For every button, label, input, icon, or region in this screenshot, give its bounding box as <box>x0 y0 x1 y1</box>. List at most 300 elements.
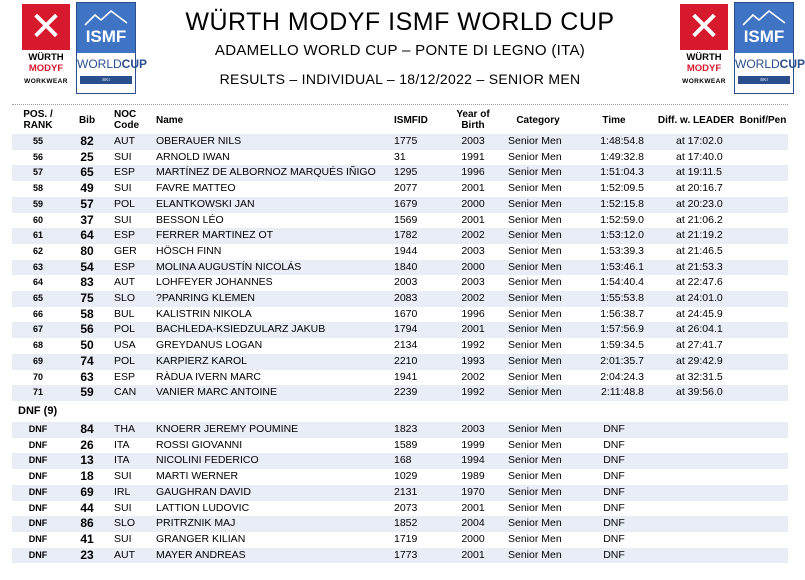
sponsor-logo-left <box>18 2 148 98</box>
diff-cell: at 21:46.5 <box>676 244 723 257</box>
year-of-birth-cell: 2001 <box>461 501 485 514</box>
athlete-name-cell: MARTÍNEZ DE ALBORNOZ MARQUÉS IÑIGO <box>152 165 390 181</box>
time-cell: 1:48:54.8 <box>574 134 654 150</box>
time-cell: 1:59:34.5 <box>600 339 644 352</box>
rank-cell: 67 <box>12 322 64 338</box>
year-of-birth-cell: 2002 <box>461 370 485 383</box>
diff-cell: at 17:02.0 <box>654 134 738 150</box>
noc-cell: SUI <box>114 213 132 226</box>
rank-cell: 62 <box>32 245 43 256</box>
col-noc-code: NOC Code <box>114 109 139 131</box>
bonif-cell <box>738 165 788 181</box>
ismfid-cell: 1944 <box>394 244 418 257</box>
ismf-text: ISMF <box>743 27 785 46</box>
bonif-cell <box>738 260 788 276</box>
noc-cell: SUI <box>114 150 132 163</box>
dnf-body <box>12 422 788 563</box>
dnf-status-cell: DNF <box>603 532 625 545</box>
result-row <box>12 291 788 307</box>
col-category: Category <box>516 114 560 126</box>
time-cell: 1:52:15.8 <box>574 197 654 213</box>
bonif-cell <box>738 501 788 517</box>
noc-cell: POL <box>110 197 152 213</box>
diff-cell <box>654 501 738 517</box>
time-cell: 1:51:04.3 <box>574 165 654 181</box>
ismfid-cell: 2003 <box>394 276 418 289</box>
year-of-birth-cell: 1992 <box>444 385 502 401</box>
category-cell: Senior Men <box>508 532 562 545</box>
rank-cell: 58 <box>32 183 43 194</box>
bib-cell: 37 <box>80 212 94 227</box>
bonif-cell <box>738 532 788 548</box>
dnf-rank-cell: DNF <box>28 502 48 513</box>
bib-cell: 57 <box>64 197 110 213</box>
result-row <box>12 275 788 291</box>
category-cell: Senior Men <box>502 385 574 401</box>
dnf-row <box>12 422 788 438</box>
diff-cell <box>654 532 738 548</box>
page-title: WÜRTH MODYF ISMF WORLD CUP <box>185 8 615 36</box>
world-cup-text: WORLDCUP <box>735 57 805 71</box>
category-cell: Senior Men <box>508 438 562 451</box>
category-cell: Senior Men <box>502 548 574 564</box>
bonif-cell <box>738 291 788 307</box>
time-cell: 1:53:39.3 <box>600 244 644 257</box>
noc-cell: CAN <box>110 385 152 401</box>
ismfid-cell: 2073 <box>394 501 418 514</box>
time-cell: 2:01:35.7 <box>574 354 654 370</box>
result-row <box>12 260 788 276</box>
year-of-birth-cell: 1996 <box>461 307 485 320</box>
noc-cell: BUL <box>114 307 135 320</box>
time-cell: 1:52:59.0 <box>600 213 644 226</box>
noc-cell: ESP <box>114 370 136 383</box>
bib-cell: 13 <box>64 453 110 469</box>
rank-cell: 59 <box>12 197 64 213</box>
athlete-name-cell: BACHLEDA-KSIEDZULARZ JAKUB <box>152 322 390 338</box>
bib-cell: 25 <box>80 149 94 164</box>
category-cell: Senior Men <box>502 134 574 150</box>
ismfid-cell: 1794 <box>390 322 444 338</box>
time-cell: 1:52:09.5 <box>600 182 644 195</box>
time-cell: 1:55:53.8 <box>574 291 654 307</box>
athlete-name-cell: ELANTKOWSKI JAN <box>152 197 390 213</box>
rank-cell: 60 <box>32 214 43 225</box>
ismfid-cell: 1295 <box>390 165 444 181</box>
noc-cell: SUI <box>114 532 132 545</box>
bonif-cell <box>738 275 788 291</box>
dnf-status-cell: DNF <box>603 501 625 514</box>
modyf-text: MODYF <box>28 63 64 74</box>
rank-cell: 61 <box>12 228 64 244</box>
noc-cell: IRL <box>110 485 152 501</box>
time-cell: 2:11:48.8 <box>574 385 654 401</box>
year-of-birth-cell: 2002 <box>444 228 502 244</box>
rank-cell: 57 <box>12 165 64 181</box>
category-cell: Senior Men <box>508 276 562 289</box>
ismfid-cell: 1679 <box>390 197 444 213</box>
ismfid-cell: 1719 <box>394 532 418 545</box>
dnf-rank-cell: DNF <box>12 485 64 501</box>
diff-cell: at 26:04.1 <box>654 322 738 338</box>
bonif-cell <box>738 150 788 166</box>
noc-cell: SUI <box>114 501 132 514</box>
dnf-status-cell: DNF <box>574 485 654 501</box>
diff-cell: at 27:41.7 <box>676 339 723 352</box>
event-subtitle: ADAMELLO WORLD CUP – PONTE DI LEGNO (ITA) <box>214 42 586 59</box>
ismfid-cell: 1569 <box>394 213 418 226</box>
noc-cell: ESP <box>110 165 152 181</box>
col-diff-leader: Diff. w. LEADER <box>657 114 735 126</box>
diff-cell <box>654 485 738 501</box>
time-cell: 1:53:12.0 <box>574 228 654 244</box>
bonif-cell <box>738 338 788 354</box>
bonif-cell <box>738 453 788 469</box>
athlete-name-cell: GRANGER KILIAN <box>156 532 246 545</box>
bonif-cell <box>738 307 788 323</box>
rank-cell: 56 <box>32 151 43 162</box>
ismfid-cell: 2239 <box>390 385 444 401</box>
noc-cell: USA <box>114 339 136 352</box>
ismf-text: ISMF <box>85 27 127 46</box>
ismfid-cell: 1840 <box>390 260 444 276</box>
ismfid-cell: 2083 <box>390 291 444 307</box>
bonif-cell <box>738 213 788 229</box>
rank-cell: 64 <box>32 277 43 288</box>
result-row <box>12 228 788 244</box>
category-cell: Senior Men <box>502 485 574 501</box>
diff-cell: at 20:23.0 <box>654 197 738 213</box>
workwear-text: WORKWEAR <box>24 78 68 85</box>
col-bib: Bib <box>78 114 96 126</box>
year-of-birth-cell: 1991 <box>461 150 485 163</box>
athlete-name-cell: NICOLINI FEDERICO <box>152 453 390 469</box>
ismfid-cell: 1670 <box>394 307 418 320</box>
category-cell: Senior Men <box>508 150 562 163</box>
category-cell: Senior Men <box>508 213 562 226</box>
results-heading: RESULTS – INDIVIDUAL – 18/12/2022 – SENIOR MEN <box>219 71 581 87</box>
bib-cell: 26 <box>80 437 94 452</box>
dnf-rank-cell: DNF <box>28 533 48 544</box>
diff-cell: at 20:16.7 <box>676 182 723 195</box>
bib-cell: 59 <box>64 385 110 401</box>
bib-cell: 75 <box>64 291 110 307</box>
noc-cell: ITA <box>114 438 130 451</box>
ismfid-cell: 1773 <box>390 548 444 564</box>
column-header-row <box>12 107 788 133</box>
dnf-rank-cell: DNF <box>28 471 48 482</box>
column-header-table <box>12 107 788 133</box>
diff-cell <box>654 422 738 438</box>
rank-cell: 70 <box>32 371 43 382</box>
noc-cell: POL <box>110 322 152 338</box>
results-table <box>12 134 788 401</box>
year-of-birth-cell: 2001 <box>461 182 485 195</box>
diff-cell: at 39:56.0 <box>654 385 738 401</box>
noc-cell: SUI <box>114 182 132 195</box>
athlete-name-cell: GAUGHRAN DAVID <box>152 485 390 501</box>
bib-cell: 63 <box>80 369 94 384</box>
ismfid-cell: 1589 <box>394 438 418 451</box>
ismfid-cell: 1775 <box>390 134 444 150</box>
header-divider <box>12 104 788 105</box>
diff-cell: at 32:31.5 <box>676 370 723 383</box>
category-cell: Senior Men <box>502 165 574 181</box>
dnf-status-cell: DNF <box>574 516 654 532</box>
category-cell: Senior Men <box>508 501 562 514</box>
bonif-cell <box>738 422 788 438</box>
diff-cell: at 24:01.0 <box>654 291 738 307</box>
col-pos-rank: POS. / RANK <box>23 109 53 131</box>
ismf-world-cup-logo <box>76 2 148 94</box>
bib-cell: 44 <box>80 500 94 515</box>
result-row <box>12 370 788 386</box>
diff-cell: at 21:19.2 <box>654 228 738 244</box>
dnf-status-cell: DNF <box>574 453 654 469</box>
noc-cell: AUT <box>110 134 152 150</box>
bonif-cell <box>738 370 788 386</box>
results-body <box>12 134 788 401</box>
diff-cell <box>654 516 738 532</box>
bonif-cell <box>738 548 788 564</box>
year-of-birth-cell: 1989 <box>461 470 485 483</box>
athlete-name-cell: BESSON LÉO <box>156 213 224 226</box>
page-header <box>0 0 805 105</box>
bonif-cell <box>738 322 788 338</box>
result-row <box>12 134 788 150</box>
result-row <box>12 213 788 229</box>
time-cell: 1:53:46.1 <box>574 260 654 276</box>
year-of-birth-cell: 2003 <box>461 244 485 257</box>
dnf-row <box>12 485 788 501</box>
dnf-rank-cell: DNF <box>12 516 64 532</box>
result-row <box>12 307 788 323</box>
year-of-birth-cell: 1993 <box>444 354 502 370</box>
ski-mountaineering-text: SKI MOUNTAINEERING <box>738 76 790 84</box>
year-of-birth-cell: 2003 <box>444 134 502 150</box>
bonif-cell <box>738 134 788 150</box>
bonif-cell <box>738 181 788 197</box>
athlete-name-cell: MAYER ANDREAS <box>152 548 390 564</box>
wurth-x-icon: ✕ <box>687 5 721 49</box>
dnf-rank-cell: DNF <box>28 439 48 450</box>
bib-cell: 69 <box>64 485 110 501</box>
col-time: Time <box>602 114 626 126</box>
ismfid-cell: 1941 <box>394 370 418 383</box>
bonif-cell <box>738 469 788 485</box>
ismf-blue-panel <box>77 3 135 53</box>
athlete-name-cell: HÖSCH FINN <box>156 244 222 257</box>
col-bonif-pen: Bonif/Pen <box>739 114 787 126</box>
bib-cell: 41 <box>80 531 94 546</box>
bib-cell: 74 <box>64 354 110 370</box>
dnf-row <box>12 453 788 469</box>
bib-cell: 18 <box>80 469 94 484</box>
bib-cell: 84 <box>64 422 110 438</box>
year-of-birth-cell: 1994 <box>444 453 502 469</box>
rank-cell: 71 <box>12 385 64 401</box>
dnf-section-label: DNF (9) <box>18 405 58 417</box>
result-row <box>12 322 788 338</box>
category-cell: Senior Men <box>508 470 562 483</box>
time-cell: 1:56:38.7 <box>600 307 644 320</box>
athlete-name-cell: VANIER MARC ANTOINE <box>152 385 390 401</box>
bib-cell: 50 <box>80 338 94 353</box>
athlete-name-cell: KALISTRIN NIKOLA <box>156 307 252 320</box>
col-ismfid: ISMFID <box>394 114 428 126</box>
diff-cell: at 21:06.2 <box>676 213 723 226</box>
year-of-birth-cell: 1970 <box>444 485 502 501</box>
bonif-cell <box>738 244 788 260</box>
world-cup-text: WORLDCUP <box>77 57 148 71</box>
category-cell: Senior Men <box>502 197 574 213</box>
result-row <box>12 385 788 401</box>
wurth-modyf-logo <box>18 2 74 92</box>
diff-cell: at 24:45.9 <box>676 307 723 320</box>
dnf-status-cell: DNF <box>574 548 654 564</box>
ismfid-cell: 2131 <box>390 485 444 501</box>
workwear-text: WORKWEAR <box>682 78 726 85</box>
mountain-icon <box>85 9 127 27</box>
category-cell: Senior Men <box>508 182 562 195</box>
result-row <box>12 244 788 260</box>
rank-cell: 55 <box>12 134 64 150</box>
category-cell: Senior Men <box>508 244 562 257</box>
noc-cell: SLO <box>110 516 152 532</box>
result-row <box>12 338 788 354</box>
ski-mountaineering-text: SKI MOUNTAINEERING <box>80 76 132 84</box>
time-cell: 1:49:32.8 <box>600 150 644 163</box>
dnf-row <box>12 532 788 548</box>
diff-cell: at 17:40.0 <box>676 150 723 163</box>
result-row <box>12 150 788 166</box>
bib-cell: 58 <box>80 306 94 321</box>
year-of-birth-cell: 2001 <box>444 322 502 338</box>
ismfid-cell: 168 <box>390 453 444 469</box>
dnf-row <box>12 438 788 454</box>
year-of-birth-cell: 2000 <box>444 197 502 213</box>
year-of-birth-cell: 2003 <box>444 422 502 438</box>
bib-cell: 82 <box>64 134 110 150</box>
bonif-cell <box>738 438 788 454</box>
result-row <box>12 165 788 181</box>
ismf-world-cup-logo <box>734 2 805 94</box>
bonif-cell <box>738 354 788 370</box>
athlete-name-cell: KNOERR JEREMY POUMINE <box>152 422 390 438</box>
wurth-text: WÜRTH <box>28 52 64 63</box>
diff-cell: at 19:11.5 <box>654 165 738 181</box>
rank-cell: 65 <box>12 291 64 307</box>
category-cell: Senior Men <box>502 291 574 307</box>
dnf-row <box>12 548 788 564</box>
noc-cell: SUI <box>114 470 132 483</box>
athlete-name-cell: PRITRZNIK MAJ <box>152 516 390 532</box>
year-of-birth-cell: 2001 <box>461 213 485 226</box>
ismfid-cell: 1852 <box>390 516 444 532</box>
year-of-birth-cell: 2004 <box>444 516 502 532</box>
dnf-table <box>12 422 788 563</box>
diff-cell <box>654 469 738 485</box>
wurth-x-icon: ✕ <box>29 5 63 49</box>
time-cell: 1:57:56.9 <box>574 322 654 338</box>
dnf-rank-cell: DNF <box>12 453 64 469</box>
noc-cell: AUT <box>110 548 152 564</box>
noc-cell: GER <box>114 244 137 257</box>
ismfid-cell: 31 <box>394 150 406 163</box>
bib-cell: 80 <box>80 243 94 258</box>
ismf-blue-panel <box>735 3 793 53</box>
dnf-row <box>12 469 788 485</box>
result-row <box>12 181 788 197</box>
mountain-icon <box>743 9 785 27</box>
athlete-name-cell: KARPIERZ KAROL <box>152 354 390 370</box>
category-cell: Senior Men <box>502 516 574 532</box>
bib-cell: 49 <box>80 181 94 196</box>
category-cell: Senior Men <box>508 370 562 383</box>
athlete-name-cell: MOLINA AUGUSTÍN NICOLÁS <box>152 260 390 276</box>
col-name: Name <box>156 114 184 126</box>
bonif-cell <box>738 516 788 532</box>
diff-cell: at 21:53.3 <box>654 260 738 276</box>
athlete-name-cell: OBERAUER NILS <box>152 134 390 150</box>
dnf-row <box>12 516 788 532</box>
athlete-name-cell: MARTI WERNER <box>156 470 239 483</box>
diff-cell <box>654 453 738 469</box>
category-cell: Senior Men <box>502 260 574 276</box>
athlete-name-cell: ROSSI GIOVANNI <box>156 438 243 451</box>
result-row <box>12 354 788 370</box>
athlete-name-cell: GREYDANUS LOGAN <box>156 339 263 352</box>
time-cell: 1:54:40.4 <box>600 276 644 289</box>
bonif-cell <box>738 485 788 501</box>
dnf-row <box>12 501 788 517</box>
athlete-name-cell: FERRER MARTINEZ OT <box>152 228 390 244</box>
rank-cell: 66 <box>32 308 43 319</box>
category-cell: Senior Men <box>508 339 562 352</box>
bonif-cell <box>738 385 788 401</box>
athlete-name-cell: FAVRE MATTEO <box>156 182 236 195</box>
bib-cell: 54 <box>64 260 110 276</box>
sponsor-logo-right <box>676 2 805 98</box>
result-row <box>12 197 788 213</box>
category-cell: Senior Men <box>502 354 574 370</box>
bib-cell: 86 <box>64 516 110 532</box>
bonif-cell <box>738 197 788 213</box>
athlete-name-cell: ARNOLD IWAN <box>156 150 230 163</box>
bonif-cell <box>738 228 788 244</box>
year-of-birth-cell: 2001 <box>444 548 502 564</box>
dnf-status-cell: DNF <box>603 470 625 483</box>
category-cell: Senior Men <box>502 453 574 469</box>
diff-cell: at 29:42.9 <box>654 354 738 370</box>
year-of-birth-cell: 1992 <box>461 339 485 352</box>
category-cell: Senior Men <box>502 228 574 244</box>
year-of-birth-cell: 2000 <box>444 260 502 276</box>
noc-cell: ESP <box>110 228 152 244</box>
ismfid-cell: 2077 <box>394 182 418 195</box>
ismfid-cell: 2134 <box>394 339 418 352</box>
wurth-modyf-logo <box>676 2 732 92</box>
bib-cell: 64 <box>64 228 110 244</box>
noc-cell: ESP <box>110 260 152 276</box>
athlete-name-cell: LATTION LUDOVIC <box>156 501 250 514</box>
athlete-name-cell: ?PANRING KLEMEN <box>152 291 390 307</box>
diff-cell <box>654 548 738 564</box>
bib-cell: 56 <box>64 322 110 338</box>
dnf-rank-cell: DNF <box>12 548 64 564</box>
bib-cell: 83 <box>80 275 94 290</box>
rank-cell: 69 <box>12 354 64 370</box>
